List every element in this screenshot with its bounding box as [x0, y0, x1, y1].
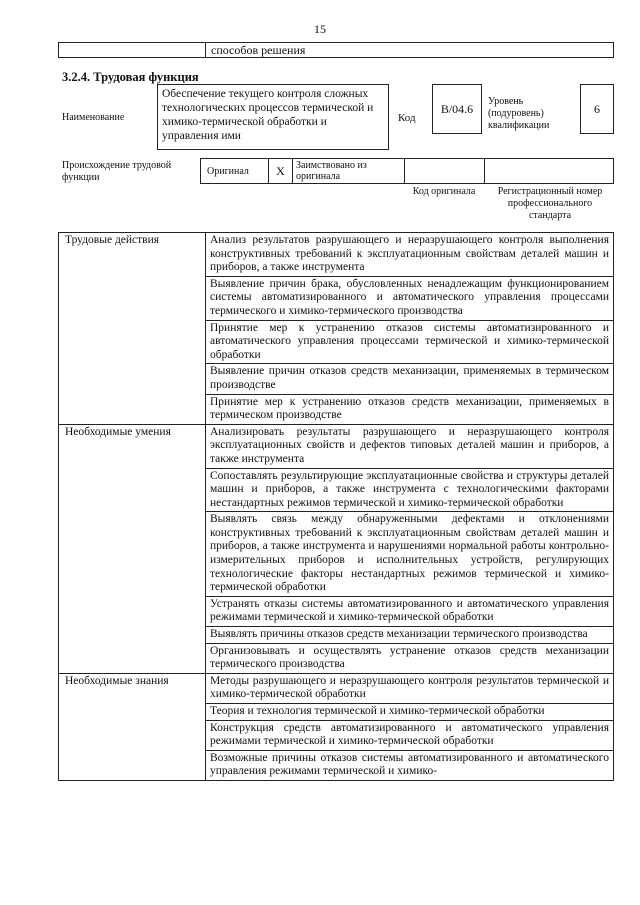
- labor-actions-item: Выявление причин отказов средств механизации, применяемых в термическом производстве: [206, 364, 614, 394]
- function-details-table: [58, 232, 614, 781]
- knowledge-item: Возможные причины отказов системы автоматизированного и автоматического управления режимами термической и химико-: [206, 750, 614, 780]
- knowledge-category: Необходимые знания: [59, 673, 206, 780]
- skills-category: Необходимые умения: [59, 424, 206, 673]
- registration-number-cell: [485, 159, 615, 183]
- code-value-box: B/04.6: [432, 84, 482, 134]
- function-name-box: Обеспечение текущего контроля сложных технологических процессов термической и химико-термической обработки и управления ими: [157, 84, 389, 150]
- original-mark: X: [269, 159, 293, 183]
- skills-item: Устранять отказы системы автоматизированного и автоматического управления режимами термической и химико-термической обработки: [206, 596, 614, 626]
- skills-item: Сопоставлять результирующие эксплуатационные свойства и структуры деталей машин и приборов, а также инструмента с технологическими факторами нестандартных режимов термической и химико-термической обработки: [206, 468, 614, 512]
- origin-label: Происхождение трудовой функции: [62, 160, 172, 183]
- original-label: Оригинал: [201, 159, 269, 183]
- level-value-box: 6: [580, 84, 614, 134]
- continuation-row: [58, 42, 614, 58]
- skills-item: Выявлять причины отказов средств механизации термического производства: [206, 627, 614, 644]
- labor-actions-category: Трудовые действия: [59, 233, 206, 425]
- section-heading: 3.2.4. Трудовая функция: [62, 70, 199, 84]
- knowledge-item: Методы разрушающего и неразрушающего контроля результатов термической и химико-термической обработки: [206, 673, 614, 703]
- table-row: [59, 233, 614, 277]
- level-label: Уровень (подуровень) квалификации: [488, 96, 550, 131]
- name-label: Наименование: [62, 112, 125, 123]
- table-row: [59, 673, 614, 703]
- origin-row: [200, 158, 614, 184]
- continuation-text: способов решения: [211, 43, 306, 57]
- continuation-empty-cell: [59, 43, 206, 57]
- knowledge-item: Теория и технология термической и химико-термической обработки: [206, 704, 614, 721]
- skills-item: Анализировать результаты разрушающего и неразрушающего контроля эксплуатационных свойств и дефектов типовых деталей машин и приборов, а также инструмента: [206, 424, 614, 468]
- labor-actions-item: Принятие мер к устранению отказов системы автоматизированного и автоматического управления процессами термической и химико-термической обработки: [206, 320, 614, 364]
- page-number: 15: [314, 22, 326, 36]
- original-code-cell: [405, 159, 485, 183]
- labor-actions-item: Выявление причин брака, обусловленных ненадлежащим функционированием системы автоматизированного и автоматического управления процессами термического и химико-термического производства: [206, 276, 614, 320]
- table-row: [59, 424, 614, 468]
- labor-actions-item: Принятие мер к устранению отказов средств механизации, применяемых в термическом производстве: [206, 394, 614, 424]
- registration-caption: Регистрационный номер профессионального стандарта: [497, 186, 603, 221]
- borrowed-label: Заимствовано из оригинала: [293, 159, 405, 183]
- skills-item: Выявлять связь между обнаруженными дефектами и отклонениями конструктивных требований к эксплуатационным свойствам деталей машин и приборов, а также инструмента и нарушениями нормальной работы контрольно-измерительных приборов и исполнительных устройств, регулирующих технологические факторы нестандартных режимов термической и химико-термической обработки: [206, 512, 614, 597]
- skills-item: Организовывать и осуществлять устранение отказов средств механизации термического производства: [206, 643, 614, 673]
- knowledge-item: Конструкция средств автоматизированного и автоматического управления режимами термической и химико-термической обработки: [206, 720, 614, 750]
- labor-actions-item: Анализ результатов разрушающего и неразрушающего контроля выполнения конструктивных требований к эксплуатационным свойствам деталей машин и приборов, а также инструмента: [206, 233, 614, 277]
- code-label: Код: [398, 112, 416, 124]
- code-original-caption: Код оригинала: [412, 186, 476, 197]
